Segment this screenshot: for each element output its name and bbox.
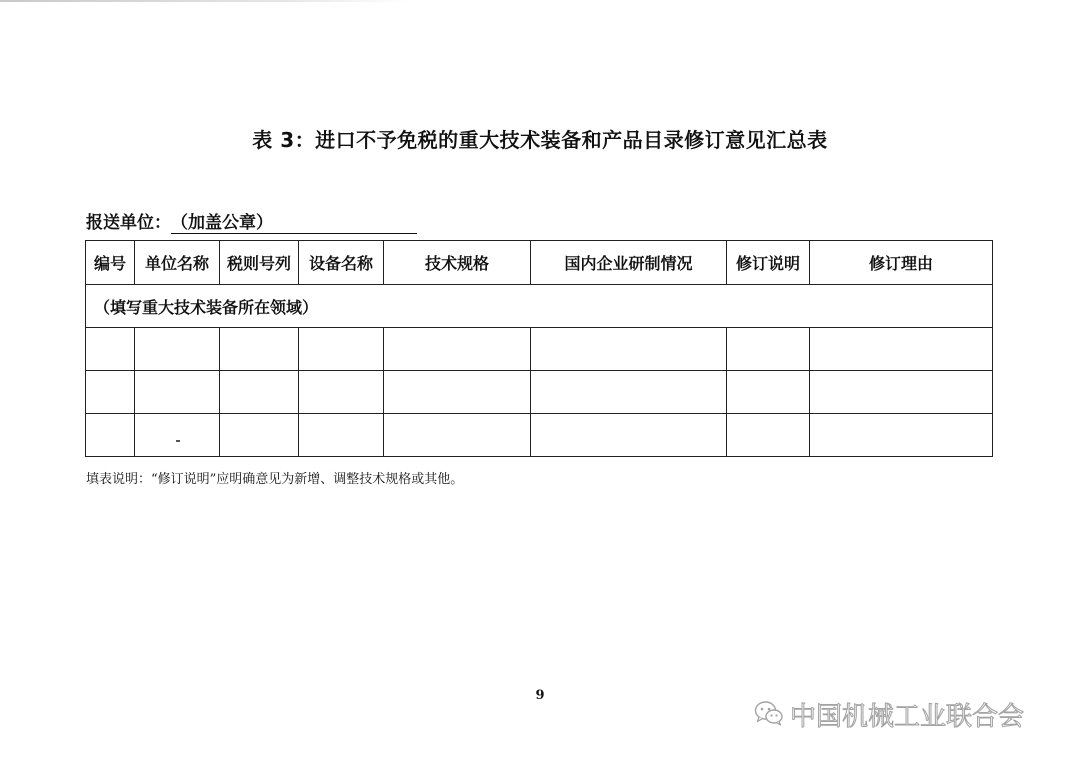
table-cell	[810, 371, 993, 414]
table-cell	[86, 371, 135, 414]
page-top-edge	[0, 0, 410, 2]
table-cell	[135, 328, 220, 371]
table-cell	[299, 328, 384, 371]
table-cell	[384, 371, 531, 414]
header-cell-revision-reason: 修订理由	[810, 241, 993, 285]
fill-instructions: 填表说明：“修订说明”应明确意见为新增、调整技术规格或其他。	[86, 472, 464, 487]
scan-speck	[176, 440, 180, 442]
report-unit	[86, 208, 417, 234]
table-cell	[531, 371, 727, 414]
report-unit-value: （加盖公章）	[171, 213, 273, 233]
header-cell-tech-spec: 技术规格	[384, 241, 531, 285]
header-cell-number: 编号	[86, 241, 135, 285]
table-cell	[727, 414, 810, 457]
table-cell	[86, 328, 135, 371]
wechat-icon	[754, 700, 784, 730]
header-cell-unit-name: 单位名称	[135, 241, 220, 285]
header-cell-equipment-name: 设备名称	[299, 241, 384, 285]
table-row	[86, 371, 993, 414]
report-unit-label: 报送单位：	[86, 213, 171, 233]
table-cell	[727, 371, 810, 414]
domain-cell: （填写重大技术装备所在领域）	[86, 285, 993, 328]
table-cell	[727, 328, 810, 371]
table-cell	[299, 371, 384, 414]
table-cell	[220, 328, 299, 371]
header-cell-revision-note: 修订说明	[727, 241, 810, 285]
page-title: 表 3：进口不予免税的重大技术装备和产品目录修订意见汇总表	[252, 128, 828, 152]
table-cell	[135, 371, 220, 414]
table-cell	[220, 371, 299, 414]
table-cell	[384, 414, 531, 457]
summary-table	[85, 240, 993, 457]
table-cell	[531, 328, 727, 371]
domain-row	[86, 285, 993, 328]
table-cell	[810, 328, 993, 371]
table-cell	[86, 414, 135, 457]
page-number: 9	[535, 688, 545, 703]
table-row	[86, 414, 993, 457]
table-cell	[384, 328, 531, 371]
table-cell	[299, 414, 384, 457]
table-cell	[810, 414, 993, 457]
watermark	[754, 696, 1024, 733]
report-unit-field	[171, 208, 417, 234]
table-header-row	[86, 241, 993, 285]
header-cell-domestic-rd: 国内企业研制情况	[531, 241, 727, 285]
table-cell	[220, 414, 299, 457]
table-row	[86, 328, 993, 371]
watermark-text: 中国机械工业联合会	[790, 702, 1025, 732]
header-cell-tariff-number: 税则号列	[220, 241, 299, 285]
table-cell	[531, 414, 727, 457]
table-cell	[135, 414, 220, 457]
